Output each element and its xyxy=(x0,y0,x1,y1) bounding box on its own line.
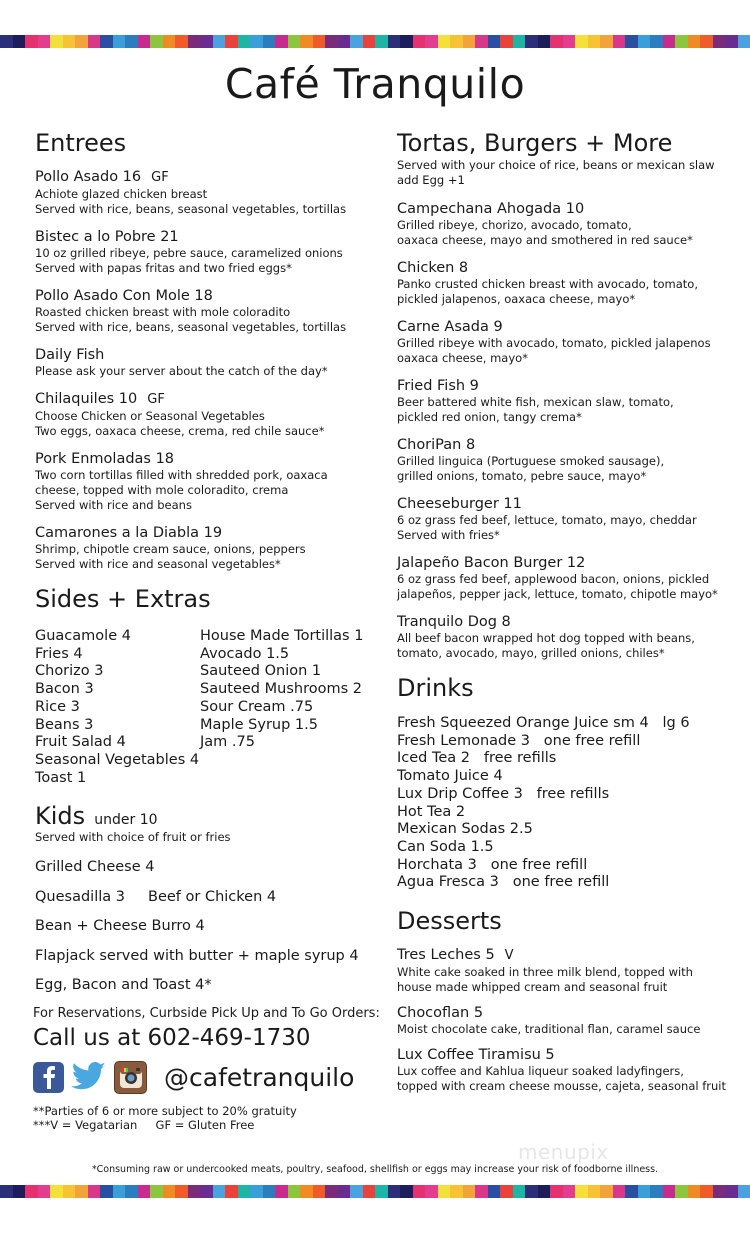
entrees-list xyxy=(35,168,380,572)
health-disclaimer: *Consuming raw or undercooked meats, poultry, seafood, shellfish or eggs may increase your risk of foodborne illness. xyxy=(91,1164,659,1175)
stripe-segment xyxy=(663,35,676,48)
stripe-segment xyxy=(200,1185,213,1198)
stripe-segment xyxy=(388,35,401,48)
menu-item-description: Two corn tortillas filled with shredded pork, oaxaca xyxy=(35,468,328,482)
stripe-segment xyxy=(663,1185,676,1198)
menu-item-description: Moist chocolate cake, traditional flan, caramel sauce xyxy=(397,1022,701,1037)
kids-heading: Kids xyxy=(35,802,86,831)
stripe-segment xyxy=(100,35,113,48)
side-item: Sauteed Mushrooms 2 xyxy=(200,681,362,698)
stripe-segment xyxy=(13,1185,26,1198)
menu-item xyxy=(397,200,737,248)
menu-item-name xyxy=(397,259,737,277)
stripe-segment xyxy=(325,35,338,48)
menu-item-description: 6 oz grass fed beef, lettuce, tomato, mayo, cheddar xyxy=(397,513,697,527)
stripe-segment xyxy=(163,35,176,48)
menu-item-description: Served with fries* xyxy=(397,528,500,542)
drink-item: Lux Drip Coffee 3 free refills xyxy=(397,785,610,802)
menu-item xyxy=(35,228,380,276)
kids-item: Egg, Bacon and Toast 4* xyxy=(35,977,212,994)
side-item: Fries 4 xyxy=(35,645,83,662)
side-item: Rice 3 xyxy=(35,698,80,715)
stripe-segment xyxy=(350,1185,363,1198)
dietary-tag: GF xyxy=(147,392,165,407)
menu-item-title: Chilaquiles 10 xyxy=(35,391,138,407)
stripe-segment xyxy=(113,35,126,48)
stripe-segment xyxy=(138,35,151,48)
stripe-segment xyxy=(175,1185,188,1198)
dietary-tag: V xyxy=(504,948,514,964)
stripe-segment xyxy=(288,35,301,48)
stripe-segment xyxy=(75,1185,88,1198)
menu-item-description: house made whipped cream and seasonal fruit xyxy=(397,980,668,995)
menu-item-description: 10 oz grilled ribeye, pebre sauce, caramelized onions xyxy=(35,246,343,260)
sides-heading: Sides + Extras xyxy=(35,585,211,613)
stripe-segment xyxy=(413,35,426,48)
stripe-segment xyxy=(713,35,726,48)
menu-item-name xyxy=(397,318,737,336)
menu-item xyxy=(397,436,737,484)
kids-section xyxy=(35,802,380,994)
menu-item-description: Served with rice, beans, seasonal vegetables, tortillas xyxy=(35,320,347,334)
stripe-segment xyxy=(50,35,63,48)
stripe-segment xyxy=(375,35,388,48)
menu-item-description: Two eggs, oaxaca cheese, crema, red chile sauce* xyxy=(35,424,325,438)
stripe-segment xyxy=(0,35,13,48)
stripe-segment xyxy=(175,35,188,48)
menu-item-title: Pollo Asado Con Mole 18 xyxy=(35,288,213,304)
tortas-intro-line: add Egg +1 xyxy=(397,173,465,187)
kids-item: Flapjack served with butter + maple syrup 4 xyxy=(35,947,359,964)
menu-item-description: jalapeños, pepper jack, lettuce, tomato, chipotle mayo* xyxy=(397,587,718,601)
stripe-segment xyxy=(463,35,476,48)
stripe-segment xyxy=(63,1185,76,1198)
stripe-segment xyxy=(225,1185,238,1198)
sides-section xyxy=(35,584,380,787)
kids-item: Bean + Cheese Burro 4 xyxy=(35,918,205,935)
drink-item: Mexican Sodas 2.5 xyxy=(397,821,533,838)
stripe-segment xyxy=(250,35,263,48)
menu-item-description: pickled jalapenos, oaxaca cheese, mayo* xyxy=(397,292,636,306)
right-column xyxy=(397,128,737,1103)
tortas-intro xyxy=(397,158,737,188)
side-item: Toast 1 xyxy=(35,769,87,786)
menu-item-title: Camarones a la Diabla 19 xyxy=(35,525,223,541)
stripe-segment xyxy=(63,35,76,48)
menu-item-description: Served with papas fritas and two fried eggs* xyxy=(35,261,292,275)
menu-item-title: Pollo Asado 16 xyxy=(35,169,142,185)
menu-item-description: White cake soaked in three milk blend, topped with xyxy=(397,965,693,980)
stripe-segment xyxy=(138,1185,151,1198)
stripe-segment xyxy=(450,35,463,48)
stripe-segment xyxy=(625,1185,638,1198)
footnotes xyxy=(33,1104,380,1133)
stripe-segment xyxy=(500,1185,513,1198)
stripe-segment xyxy=(13,35,26,48)
stripe-segment xyxy=(638,1185,651,1198)
stripe-segment xyxy=(713,1185,726,1198)
stripe-segment xyxy=(513,1185,526,1198)
desserts-list xyxy=(397,946,737,1094)
menu-item-name xyxy=(397,436,737,454)
side-item: Fruit Salad 4 xyxy=(35,734,126,751)
menu-item xyxy=(397,377,737,425)
tortas-heading: Tortas, Burgers + More xyxy=(397,129,673,157)
side-item: Beans 3 xyxy=(35,716,94,733)
drinks-list xyxy=(397,715,737,892)
menu-item-title: Tres Leches 5 xyxy=(397,947,495,964)
stripe-segment xyxy=(413,1185,426,1198)
menu-item-description: Choose Chicken or Seasonal Vegetables xyxy=(35,409,265,423)
stripe-segment xyxy=(375,1185,388,1198)
menu-item xyxy=(35,524,380,572)
stripe-segment xyxy=(700,1185,713,1198)
stripe-segment xyxy=(125,35,138,48)
menu-item-description: oaxaca cheese, mayo and smothered in red sauce* xyxy=(397,233,693,247)
stripe-segment xyxy=(88,1185,101,1198)
stripe-segment xyxy=(38,35,51,48)
stripe-segment xyxy=(613,1185,626,1198)
menu-item-description: topped with cream cheese mousse, cajeta, seasonal fruit xyxy=(397,1079,726,1094)
menu-item-name xyxy=(397,1004,737,1022)
stripe-segment xyxy=(150,1185,163,1198)
menu-item xyxy=(397,946,737,995)
drinks-section xyxy=(397,673,737,892)
stripe-segment xyxy=(538,35,551,48)
drink-item: Hot Tea 2 xyxy=(397,803,466,820)
drink-item: Can Soda 1.5 xyxy=(397,838,494,855)
watermark: menupix xyxy=(518,1140,609,1164)
stripe-segment xyxy=(38,1185,51,1198)
menu-item xyxy=(397,613,737,661)
menu-item-title: Chicken 8 xyxy=(397,260,469,276)
drink-item: Tomato Juice 4 xyxy=(397,768,503,785)
drink-item: Agua Fresca 3 one free refill xyxy=(397,874,610,891)
stripe-segment xyxy=(313,1185,326,1198)
stripe-segment xyxy=(588,35,601,48)
stripe-segment xyxy=(525,35,538,48)
menu-item-title: Pork Enmoladas 18 xyxy=(35,451,175,467)
stripe-segment xyxy=(150,35,163,48)
menu-item-title: Carne Asada 9 xyxy=(397,319,503,335)
side-item: Seasonal Vegetables 4 xyxy=(35,751,200,768)
stripe-segment xyxy=(238,1185,251,1198)
social-row xyxy=(33,1061,380,1094)
side-item: Maple Syrup 1.5 xyxy=(200,716,318,733)
stripe-segment xyxy=(550,35,563,48)
stripe-segment xyxy=(600,1185,613,1198)
stripe-segment xyxy=(300,1185,313,1198)
menu-item-description: All beef bacon wrapped hot dog topped with beans, xyxy=(397,631,695,645)
menu-item-description: Grilled ribeye, chorizo, avocado, tomato, xyxy=(397,218,632,232)
stripe-segment xyxy=(550,1185,563,1198)
stripe-segment xyxy=(688,35,701,48)
stripe-segment xyxy=(538,1185,551,1198)
menu-item-description: Grilled ribeye with avocado, tomato, pickled jalapenos xyxy=(397,336,711,350)
stripe-segment xyxy=(675,1185,688,1198)
dietary-tag: GF xyxy=(151,170,169,185)
tortas-intro-line: Served with your choice of rice, beans or mexican slaw xyxy=(397,158,715,172)
menu-item-description: Served with rice and seasonal vegetables* xyxy=(35,557,281,571)
stripe-segment xyxy=(725,35,738,48)
stripe-segment xyxy=(300,35,313,48)
menu-item-name xyxy=(397,946,737,965)
stripe-segment xyxy=(438,35,451,48)
stripe-segment xyxy=(500,35,513,48)
menu-item-name xyxy=(35,287,380,305)
stripe-segment xyxy=(525,1185,538,1198)
menu-item-name xyxy=(35,346,380,364)
menu-item xyxy=(35,390,380,439)
stripe-segment xyxy=(625,35,638,48)
stripe-segment xyxy=(438,1185,451,1198)
menu-item-description: Please ask your server about the catch of the day* xyxy=(35,364,328,378)
menu-item xyxy=(397,318,737,366)
entrees-heading: Entrees xyxy=(35,129,127,157)
side-item: House Made Tortillas 1 xyxy=(200,628,364,644)
menu-item-title: Cheeseburger 11 xyxy=(397,496,522,512)
menu-item xyxy=(35,168,380,217)
menu-item-description: Shrimp, chipotle cream sauce, onions, peppers xyxy=(35,542,306,556)
menu-item xyxy=(397,1046,737,1094)
kids-list xyxy=(35,858,380,994)
decorative-stripe-top xyxy=(0,35,750,48)
kids-item: Quesadilla 3 Beef or Chicken 4 xyxy=(35,888,277,905)
stripe-segment xyxy=(50,1185,63,1198)
stripe-segment xyxy=(513,35,526,48)
stripe-segment xyxy=(563,1185,576,1198)
stripe-segment xyxy=(450,1185,463,1198)
stripe-segment xyxy=(163,1185,176,1198)
stripe-segment xyxy=(738,35,750,48)
tortas-list xyxy=(397,200,737,661)
menu-item-name xyxy=(397,1046,737,1064)
stripe-segment xyxy=(575,35,588,48)
menu-item xyxy=(397,1004,737,1037)
menu-item-title: Lux Coffee Tiramisu 5 xyxy=(397,1047,555,1064)
footnote-line: **Parties of 6 or more subject to 20% gratuity xyxy=(33,1103,297,1118)
menu-item-name xyxy=(35,168,380,187)
stripe-segment xyxy=(650,1185,663,1198)
menu-item-description: Served with rice, beans, seasonal vegetables, tortillas xyxy=(35,202,347,216)
stripe-segment xyxy=(100,1185,113,1198)
menu-item-name xyxy=(397,200,737,218)
stripe-segment xyxy=(388,1185,401,1198)
stripe-segment xyxy=(600,35,613,48)
stripe-segment xyxy=(25,35,38,48)
stripe-segment xyxy=(188,35,201,48)
kids-item: Grilled Cheese 4 xyxy=(35,859,155,876)
stripe-segment xyxy=(25,1185,38,1198)
footnote-line: ***V = Vegatarian GF = Gluten Free xyxy=(33,1118,255,1133)
sides-column-2 xyxy=(200,628,363,787)
menu-item xyxy=(35,346,380,379)
menu-item xyxy=(35,287,380,335)
stripe-segment xyxy=(75,35,88,48)
stripe-segment xyxy=(475,35,488,48)
stripe-segment xyxy=(588,1185,601,1198)
stripe-segment xyxy=(213,35,226,48)
stripe-segment xyxy=(563,35,576,48)
side-item: Sour Cream .75 xyxy=(200,698,314,715)
menu-item-title: Chocoflan 5 xyxy=(397,1005,484,1022)
menu-item-name xyxy=(397,495,737,513)
menu-item-name xyxy=(35,524,380,542)
stripe-segment xyxy=(113,1185,126,1198)
restaurant-title: Café Tranquilo xyxy=(224,60,526,108)
twitter-icon[interactable] xyxy=(69,1062,109,1093)
stripe-segment xyxy=(275,35,288,48)
stripe-segment xyxy=(700,35,713,48)
left-column xyxy=(35,128,380,1133)
stripe-segment xyxy=(650,35,663,48)
menu-item-title: Campechana Ahogada 10 xyxy=(397,201,585,217)
facebook-icon[interactable] xyxy=(33,1062,64,1093)
stripe-segment xyxy=(263,35,276,48)
menu-item-title: Bistec a lo Pobre 21 xyxy=(35,229,179,245)
menu-item-description: 6 oz grass fed beef, applewood bacon, onions, pickled xyxy=(397,572,710,586)
social-handle[interactable]: @cafetranquilo xyxy=(164,1062,355,1092)
stripe-segment xyxy=(638,35,651,48)
side-item: Jam .75 xyxy=(200,734,255,751)
desserts-section xyxy=(397,906,737,1094)
drink-item: Fresh Lemonade 3 one free refill xyxy=(397,732,641,749)
entrees-section xyxy=(35,128,380,572)
menu-item-name xyxy=(35,450,380,468)
menu-item-description: pickled red onion, tangy crema* xyxy=(397,410,582,424)
menu-item-title: ChoriPan 8 xyxy=(397,437,476,453)
stripe-segment xyxy=(575,1185,588,1198)
side-item: Guacamole 4 xyxy=(35,628,131,644)
stripe-segment xyxy=(288,1185,301,1198)
stripe-segment xyxy=(350,35,363,48)
menu-item-description: grilled onions, tomato, pebre sauce, mayo* xyxy=(397,469,647,483)
menu-item-name xyxy=(397,377,737,395)
menu-item-name xyxy=(35,390,380,409)
stripe-segment xyxy=(725,1185,738,1198)
stripe-segment xyxy=(363,1185,376,1198)
menu-item-title: Jalapeño Bacon Burger 12 xyxy=(397,555,586,571)
menu-item-description: Panko crusted chicken breast with avocado, tomato, xyxy=(397,277,698,291)
drink-item: Horchata 3 one free refill xyxy=(397,856,588,873)
menu-item-description: oaxaca cheese, mayo* xyxy=(397,351,528,365)
stripe-segment xyxy=(425,35,438,48)
stripe-segment xyxy=(275,1185,288,1198)
stripe-segment xyxy=(400,35,413,48)
stripe-segment xyxy=(613,35,626,48)
menu-item-title: Daily Fish xyxy=(35,347,105,363)
menu-item-description: Beer battered white fish, mexican slaw, tomato, xyxy=(397,395,674,409)
decorative-stripe-bottom xyxy=(0,1185,750,1198)
side-item: Avocado 1.5 xyxy=(200,645,290,662)
stripe-segment xyxy=(325,1185,338,1198)
stripe-segment xyxy=(238,35,251,48)
side-item: Bacon 3 xyxy=(35,681,94,698)
tortas-section xyxy=(397,128,737,661)
menu-item-description: cheese, topped with mole coloradito, crema xyxy=(35,483,289,497)
menu-item xyxy=(35,450,380,513)
stripe-segment xyxy=(488,1185,501,1198)
stripe-segment xyxy=(313,35,326,48)
menu-item-description: Lux coffee and Kahlua liqueur soaked ladyfingers, xyxy=(397,1064,684,1079)
contact-label: For Reservations, Curbside Pick Up and To Go Orders: xyxy=(33,1005,380,1021)
menu-item xyxy=(397,259,737,307)
menu-item-name xyxy=(397,613,737,631)
stripe-segment xyxy=(225,35,238,48)
stripe-segment xyxy=(488,35,501,48)
menu-item-title: Tranquilo Dog 8 xyxy=(397,614,511,630)
menu-item-description: Achiote glazed chicken breast xyxy=(35,187,208,201)
menu-item-name xyxy=(397,554,737,572)
stripe-segment xyxy=(200,35,213,48)
menu-item xyxy=(397,495,737,543)
menu-item-description: tomato, avocado, mayo, grilled onions, chiles* xyxy=(397,646,665,660)
sides-column-1 xyxy=(35,628,200,787)
stripe-segment xyxy=(250,1185,263,1198)
desserts-heading: Desserts xyxy=(397,907,502,936)
stripe-segment xyxy=(213,1185,226,1198)
menu-item-name xyxy=(35,228,380,246)
side-item: Chorizo 3 xyxy=(35,663,104,680)
menu-item-description: Grilled linguica (Portuguese smoked sausage), xyxy=(397,454,665,468)
stripe-segment xyxy=(400,1185,413,1198)
menu-item-description: Roasted chicken breast with mole coloradito xyxy=(35,305,291,319)
stripe-segment xyxy=(338,35,351,48)
stripe-segment xyxy=(0,1185,13,1198)
stripe-segment xyxy=(475,1185,488,1198)
stripe-segment xyxy=(425,1185,438,1198)
drink-item: Fresh Squeezed Orange Juice sm 4 lg 6 xyxy=(397,715,690,731)
stripe-segment xyxy=(463,1185,476,1198)
kids-served-note: Served with choice of fruit or fries xyxy=(35,830,231,845)
instagram-icon[interactable] xyxy=(114,1061,147,1094)
kids-age-note: under 10 xyxy=(94,812,158,829)
stripe-segment xyxy=(125,1185,138,1198)
stripe-segment xyxy=(688,1185,701,1198)
menu-item xyxy=(397,554,737,602)
stripe-segment xyxy=(363,35,376,48)
stripe-segment xyxy=(675,35,688,48)
stripe-segment xyxy=(188,1185,201,1198)
drinks-heading: Drinks xyxy=(397,674,474,702)
menu-item-description: Served with rice and beans xyxy=(35,498,192,512)
stripe-segment xyxy=(88,35,101,48)
menu-item-title: Fried Fish 9 xyxy=(397,378,479,394)
stripe-segment xyxy=(338,1185,351,1198)
phone-number[interactable]: Call us at 602-469-1730 xyxy=(33,1024,311,1051)
drink-item: Iced Tea 2 free refills xyxy=(397,750,557,767)
stripe-segment xyxy=(738,1185,750,1198)
stripe-segment xyxy=(263,1185,276,1198)
side-item: Sauteed Onion 1 xyxy=(200,663,322,680)
contact-section xyxy=(33,1006,380,1133)
